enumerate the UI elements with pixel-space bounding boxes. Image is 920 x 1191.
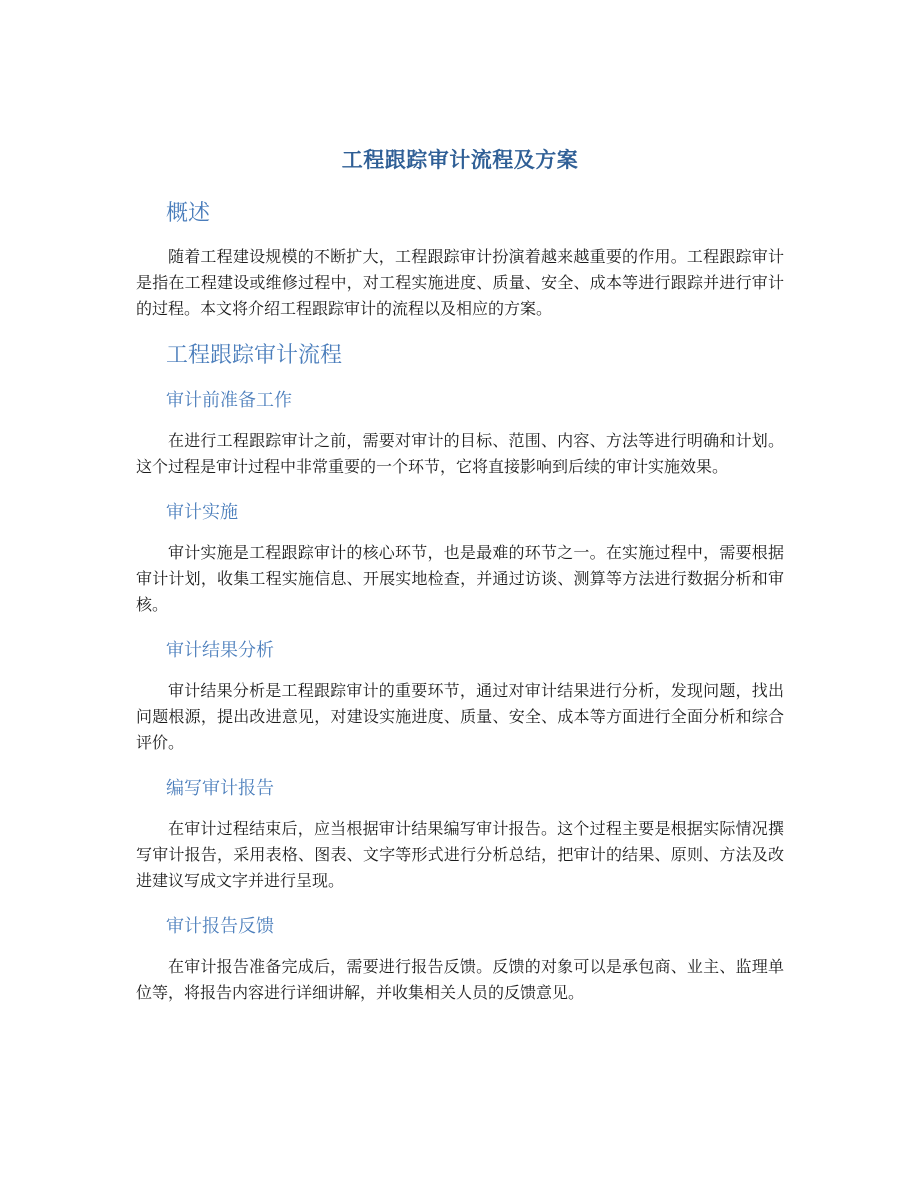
subsection-implementation: [136, 498, 784, 618]
analysis-paragraph: 审计结果分析是工程跟踪审计的重要环节，通过对审计结果进行分析，发现问题，找出问题根源，提出改进意见，对建设实施进度、质量、安全、成本等方面进行全面分析和综合评价。: [136, 681, 784, 752]
subsection-report-writing: [136, 774, 784, 894]
preparation-paragraph: 在进行工程跟踪审计之前，需要对审计的目标、范围、内容、方法等进行明确和计划。这个过程是审计过程中非常重要的一个环节，它将直接影响到后续的审计实施效果。: [136, 431, 784, 476]
document-content: [136, 140, 784, 1024]
overview-paragraph: 随着工程建设规模的不断扩大，工程跟踪审计扮演着越来越重要的作用。工程跟踪审计是指在工程建设或维修过程中，对工程实施进度、质量、安全、成本等进行跟踪并进行审计的过程。本文将介绍工程跟踪审计的流程以及相应的方案。: [136, 247, 784, 318]
subsection-heading-report-writing: 编写审计报告: [166, 778, 274, 799]
subsection-preparation: [136, 386, 784, 480]
subsection-heading-preparation: 审计前准备工作: [166, 390, 292, 411]
subsection-heading-report-feedback: 审计报告反馈: [166, 916, 274, 937]
subsection-heading-implementation: 审计实施: [166, 502, 238, 523]
subsection-report-feedback: [136, 912, 784, 1006]
section-heading-overview: 概述: [166, 201, 211, 226]
subsection-analysis: [136, 636, 784, 756]
implementation-paragraph: 审计实施是工程跟踪审计的核心环节，也是最难的环节之一。在实施过程中，需要根据审计计划，收集工程实施信息、开展实地检查，并通过访谈、测算等方法进行数据分析和审核。: [136, 543, 784, 614]
document-title: 工程跟踪审计流程及方案: [341, 147, 579, 172]
report-writing-paragraph: 在审计过程结束后，应当根据审计结果编写审计报告。这个过程主要是根据实际情况撰写审计报告，采用表格、图表、文字等形式进行分析总结，把审计的结果、原则、方法及改进建议写成文字并进行呈现。: [136, 819, 784, 890]
report-feedback-paragraph: 在审计报告准备完成后，需要进行报告反馈。反馈的对象可以是承包商、业主、监理单位等，将报告内容进行详细讲解，并收集相关人员的反馈意见。: [136, 957, 784, 1002]
subsection-heading-analysis: 审计结果分析: [166, 640, 274, 661]
section-heading-process: 工程跟踪审计流程: [166, 343, 343, 368]
section-overview: [136, 198, 784, 322]
section-process: [136, 340, 784, 1006]
